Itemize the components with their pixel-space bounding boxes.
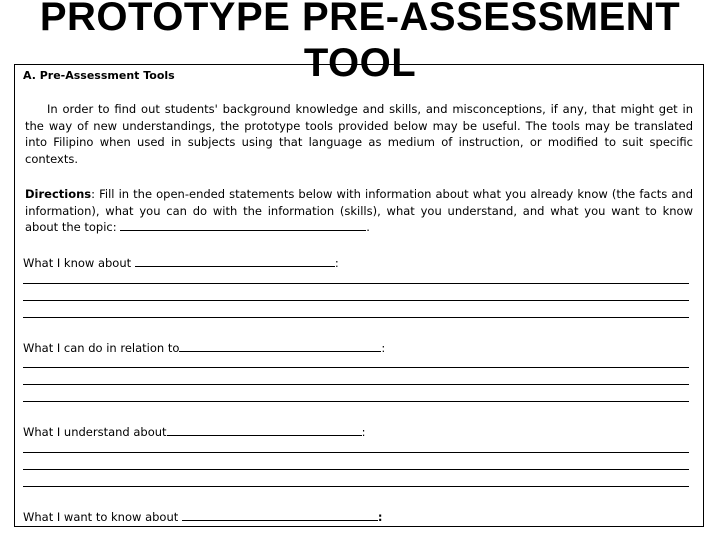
know-answer-line-1[interactable] [23, 283, 689, 284]
can-do-topic-blank[interactable] [179, 341, 381, 352]
directions-paragraph [25, 186, 693, 236]
prompt-understand [23, 425, 365, 439]
topic-blank[interactable] [120, 220, 366, 231]
prompt-can-do-label: What I can do in relation to [23, 341, 180, 355]
prompt-know-colon: : [334, 256, 339, 270]
section-heading: A. Pre-Assessment Tools [23, 69, 175, 82]
understand-answer-line-2[interactable] [23, 469, 689, 470]
know-answer-line-3[interactable] [23, 317, 689, 318]
understand-answer-line-3[interactable] [23, 486, 689, 487]
prompt-understand-colon: : [361, 425, 366, 439]
want-to-know-topic-blank[interactable] [182, 510, 378, 521]
pre-assessment-document [14, 64, 704, 527]
know-answer-line-2[interactable] [23, 300, 689, 301]
slide-title: PROTOTYPE PRE-ASSESSMENT TOOL [39, 0, 681, 85]
understand-answer-line-1[interactable] [23, 452, 689, 453]
understand-topic-blank[interactable] [167, 425, 362, 436]
prompt-want-to-know-colon: : [377, 510, 383, 524]
directions-label: Directions [25, 187, 92, 201]
intro-paragraph: In order to find out students' background knowledge and skills, and misconceptions, if any, that might get in the way of new understandings, the prototype tools provided below may be useful. The tools may be translated into Filipino when used in subjects using that language as medium of instruction, or modified to suit specific contexts. [25, 102, 693, 166]
prompt-want-to-know [23, 510, 383, 524]
prompt-know [23, 256, 339, 270]
can-do-answer-line-3[interactable] [23, 401, 689, 402]
directions-text: : Fill in the open-ended statements below with information about what you already know (the facts and information), what you can do with the information (skills), what you understand, and what you want to know about the topic: [25, 187, 693, 234]
prompt-want-to-know-label: What I want to know about [23, 510, 179, 524]
directions-end: . [366, 220, 370, 234]
can-do-answer-line-1[interactable] [23, 367, 689, 368]
can-do-answer-line-2[interactable] [23, 384, 689, 385]
prompt-understand-label: What I understand about [23, 425, 167, 439]
prompt-can-do [23, 341, 385, 355]
know-topic-blank[interactable] [135, 256, 335, 267]
prompt-can-do-colon: : [381, 341, 386, 355]
prompt-know-label: What I know about [23, 256, 132, 270]
